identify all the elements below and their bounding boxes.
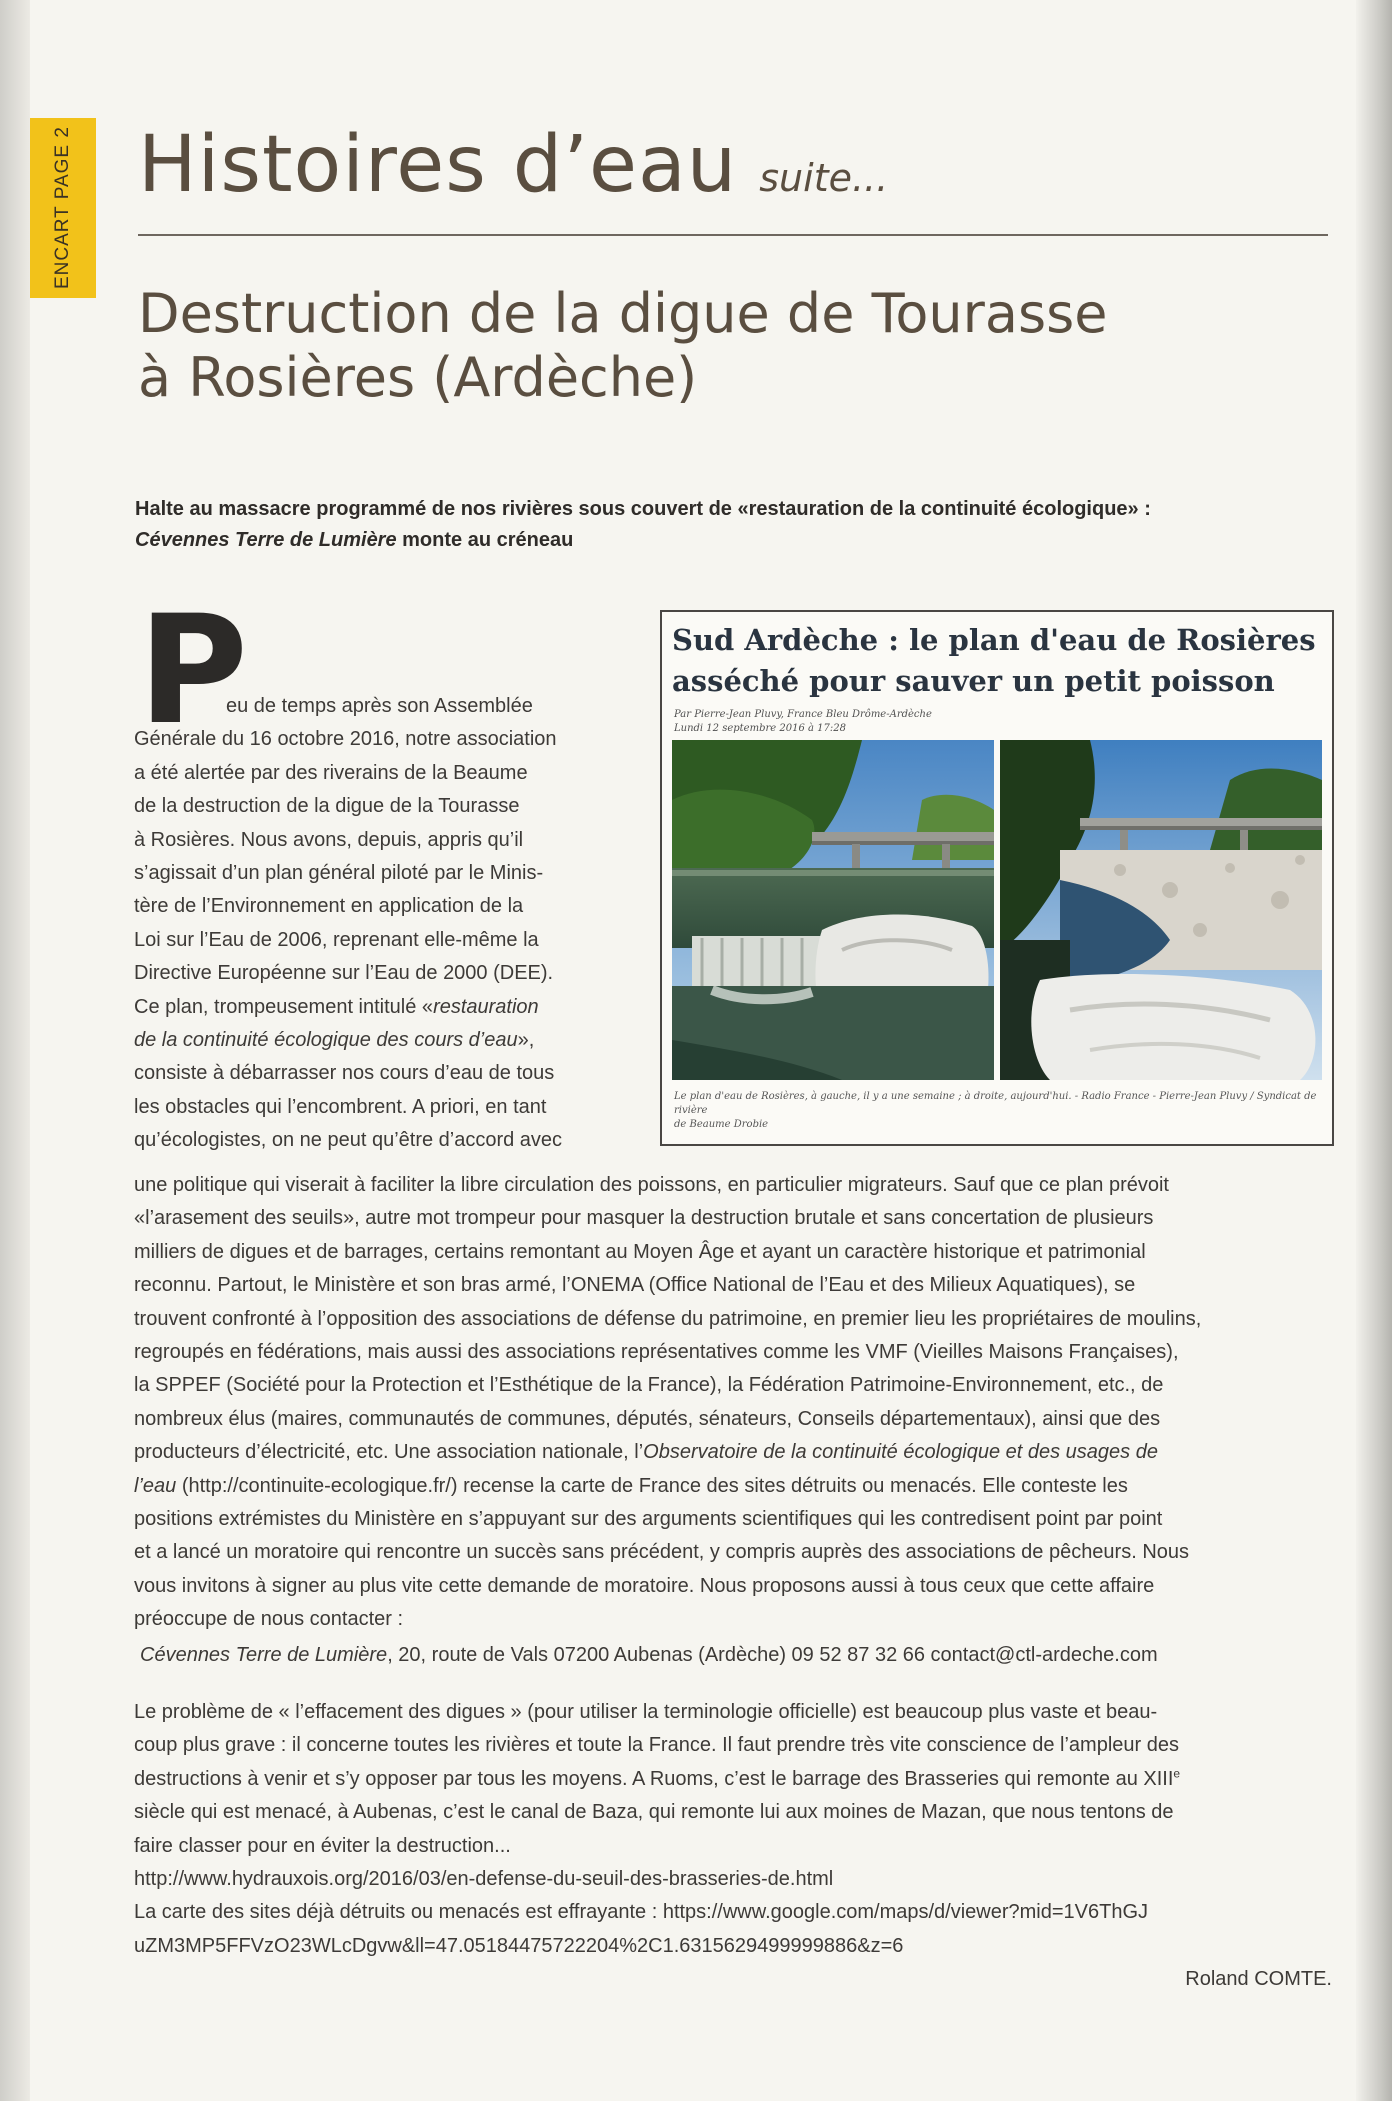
- text-line: [134, 1269, 1334, 1302]
- text-line: [134, 1930, 1334, 1963]
- text-line-segment: de la destruction de la digue de la Tourasse: [134, 795, 520, 818]
- article-title: [138, 282, 1288, 410]
- text-line: [134, 1570, 1334, 1603]
- text-line: [134, 1057, 636, 1090]
- text-line: [134, 1863, 1334, 1896]
- lede-line: [135, 525, 1335, 556]
- text-line: [134, 1236, 1334, 1269]
- clipping-photos: [672, 740, 1322, 1080]
- section-title-suffix: suite...: [759, 156, 889, 200]
- page-scan-edge-right: [1356, 0, 1392, 2101]
- text-line-segment: La carte des sites déjà détruits ou menacés est effrayante : https://www.google.com/maps/d/viewer?mid=1V6ThGJ: [134, 1901, 1149, 1924]
- text-line-segment: reconnu. Partout, le Ministère et son bras armé, l’ONEMA (Office National de l’Eau et des Milieux Aquatiques), se: [134, 1274, 1136, 1297]
- text-line-segment: et a lancé un moratoire qui rencontre un succès sans précédent, y compris auprès des associations de pêcheurs. Nous: [134, 1541, 1190, 1564]
- text-line: [134, 757, 636, 790]
- text-line-segment: uZM3MP5FFVzO23WLcDgvw&ll=47.05184475722204%2C1.6315629499999886&z=6: [134, 1934, 904, 1957]
- side-tab-label: ENCART PAGE 2: [52, 126, 73, 290]
- text-line-italic: l’eau: [134, 1474, 177, 1497]
- text-line-segment: faire classer pour en éviter la destruction...: [134, 1834, 511, 1857]
- text-line: [134, 890, 636, 923]
- text-line-segment: eu de temps après son Assemblée: [226, 695, 533, 717]
- text-line: [134, 1369, 1334, 1402]
- text-line-segment: coup plus grave : il concerne toutes les rivières et toute la France. Il faut prendre très vite conscience de l’ampleur des: [134, 1734, 1179, 1757]
- text-line-segment: les obstacles qui l’encombrent. A priori, en tant: [134, 1095, 547, 1118]
- clipping-caption-line: Le plan d'eau de Rosières, à gauche, il y a une semaine ; à droite, aujourd'hui. - Radio France - Pierre-Jean Pluvy / Syndicat de rivière: [674, 1091, 1317, 1116]
- text-line: [134, 1830, 1334, 1863]
- text-line: [134, 1729, 1334, 1762]
- text-line-segment: Générale du 16 octobre 2016, notre association: [134, 728, 557, 751]
- text-line-segment: «l’arasement des seuils», autre mot trompeur pour masquer la destruction brutale et sans concertation de plusieurs: [134, 1207, 1154, 1230]
- text-line-segment: vous invitons à signer au plus vite cette demande de moratoire. Nous proposons aussi à tous ceux que cette affaire: [134, 1574, 1155, 1597]
- text-line-segment: a été alertée par des riverains de la Beaume: [134, 761, 528, 784]
- body-column: [134, 690, 636, 1158]
- contact-details: , 20, route de Vals 07200 Aubenas (Ardèche) 09 52 87 32 66 contact@ctl-ardeche.com: [387, 1643, 1158, 1666]
- text-line-segment: siècle qui est menacé, à Aubenas, c’est le canal de Baza, qui remonte lui aux moines de Mazan, que nous tentons de: [134, 1801, 1174, 1824]
- clipping-byline: [674, 708, 932, 736]
- text-line: [134, 1536, 1334, 1569]
- text-line-segment: qu’écologistes, on ne peut qu’être d’accord avec: [134, 1129, 563, 1152]
- text-line: [134, 1403, 1334, 1436]
- text-line-segment: http://www.hydrauxois.org/2016/03/en-defense-du-seuil-des-brasseries-de.html: [134, 1868, 834, 1891]
- text-line: [134, 1696, 1334, 1729]
- text-line: [134, 824, 636, 857]
- clipping-byline-line: Par Pierre-Jean Pluvy, France Bleu Drôme-Ardèche: [674, 709, 932, 720]
- text-line-segment: à Rosières. Nous avons, depuis, appris qu’il: [134, 828, 524, 851]
- text-line: [134, 1896, 1334, 1929]
- body-paragraph-2: [134, 1696, 1334, 1963]
- text-line: [134, 723, 636, 756]
- body-wide-text: [134, 1169, 1334, 1672]
- text-line-segment: »,: [517, 1029, 535, 1052]
- text-line: [134, 790, 636, 823]
- text-line: [134, 1470, 1334, 1503]
- text-line: [134, 1436, 1334, 1469]
- text-line-segment: destructions à venir et s’y opposer par tous les moyens. A Ruoms, c’est le barrage des Brasseries qui remonte au XIII: [134, 1767, 1174, 1790]
- clipping-caption: [674, 1090, 1322, 1132]
- clipping-headline-line: Sud Ardèche : le plan d'eau de Rosières: [672, 623, 1316, 657]
- text-line: [134, 690, 636, 723]
- text-line: [134, 1303, 1334, 1336]
- contact-line: [134, 1639, 1334, 1672]
- lede-line: Halte au massacre programmé de nos rivières sous couvert de «restauration de la continuité écologique» :: [135, 498, 1151, 520]
- clipping-headline: [672, 620, 1322, 702]
- text-line-segment: producteurs d’électricité, etc. Une association nationale, l’: [134, 1441, 644, 1464]
- text-line-italic: Observatoire de la continuité écologique et des usages de: [643, 1441, 1158, 1464]
- article-title-line: Destruction de la digue de Tourasse: [138, 282, 1108, 345]
- clipping-caption-line: de Beaume Drobie: [674, 1119, 769, 1130]
- lede-org: Cévennes Terre de Lumière: [135, 529, 397, 551]
- news-clipping: [660, 610, 1334, 1146]
- text-line: [134, 1091, 636, 1124]
- text-line-italic: restauration: [433, 995, 539, 1018]
- text-line-segment: préoccupe de nous contacter :: [134, 1608, 404, 1631]
- text-line-segment: milliers de digues et de barrages, certains remontant au Moyen Âge et ayant un caractère historique et patrimonial: [134, 1240, 1146, 1263]
- text-line-segment: positions extrémistes du Ministère en s’appuyant sur des arguments scientifiques qui les contredisent point par point: [134, 1508, 1163, 1531]
- text-line: [134, 1024, 636, 1057]
- text-line-segment: (http://continuite-ecologique.fr/) recense la carte de France des sites détruits ou menacés. Elle conteste les: [176, 1474, 1128, 1497]
- text-line: [134, 1336, 1334, 1369]
- text-line-superscript: e: [1173, 1766, 1181, 1781]
- text-line: [134, 957, 636, 990]
- page-scan-edge-left: [0, 0, 30, 2101]
- title-rule: [138, 234, 1328, 236]
- text-line-segment: Ce plan, trompeusement intitulé «: [134, 995, 434, 1018]
- text-line-segment: s’agissait d’un plan général piloté par le Minis-: [134, 862, 544, 885]
- text-line-segment: une politique qui viserait à faciliter la libre circulation des poissons, en particulier migrateurs. Sauf que ce plan prévoit: [134, 1174, 1169, 1196]
- text-line: [134, 991, 636, 1024]
- text-line-segment: regroupés en fédérations, mais aussi des associations représentatives comme les VMF (Vieilles Maisons Françaises),: [134, 1341, 1179, 1364]
- contact-org: Cévennes Terre de Lumière: [140, 1643, 388, 1666]
- section-title-text: Histoires d’eau: [138, 120, 738, 210]
- text-line: [134, 1202, 1334, 1235]
- author-signature: Roland COMTE.: [1185, 1968, 1332, 1990]
- drop-cap: P: [138, 584, 248, 758]
- text-line-segment: Directive Européenne sur l’Eau de 2000 (DEE).: [134, 962, 554, 985]
- text-line: [134, 1169, 1334, 1202]
- section-title: [138, 120, 889, 210]
- text-line-italic: de la continuité écologique des cours d’eau: [134, 1029, 518, 1052]
- text-line: [134, 857, 636, 890]
- text-line-segment: tère de l’Environnement en application de la: [134, 895, 524, 918]
- text-line-segment: la SPPEF (Société pour la Protection et l’Esthétique de la France), la Fédération Patrimoine-Environnement, etc., de: [134, 1374, 1164, 1397]
- text-line: [134, 924, 636, 957]
- clipping-headline-line: asséché pour sauver un petit poisson: [672, 664, 1275, 698]
- photo-before-dam: [672, 740, 994, 1080]
- text-line: [134, 1796, 1334, 1829]
- text-line: [134, 1124, 636, 1157]
- text-line: [134, 1763, 1334, 1796]
- text-line-segment: trouvent confronté à l’opposition des associations de défense du patrimoine, en premier lieu les propriétaires de moulins,: [134, 1307, 1202, 1330]
- text-line-segment: consiste à débarrasser nos cours d’eau de tous: [134, 1062, 555, 1085]
- photo-after-dam: [1000, 740, 1322, 1080]
- text-line-segment: Loi sur l’Eau de 2006, reprenant elle-même la: [134, 928, 539, 951]
- article-lede: [135, 494, 1335, 556]
- clipping-byline-line: Lundi 12 septembre 2016 à 17:28: [674, 723, 846, 734]
- text-line: [134, 1603, 1334, 1636]
- lede-rest: monte au créneau: [396, 529, 574, 551]
- article-title-line: à Rosières (Ardèche): [138, 346, 698, 409]
- text-line: [134, 1503, 1334, 1536]
- text-line-segment: nombreux élus (maires, communautés de communes, députés, sénateurs, Conseils départementaux), ainsi que des: [134, 1407, 1161, 1430]
- text-line-segment: Le problème de « l’effacement des digues » (pour utiliser la terminologie officielle) est beaucoup plus vaste et beau-: [134, 1701, 1158, 1723]
